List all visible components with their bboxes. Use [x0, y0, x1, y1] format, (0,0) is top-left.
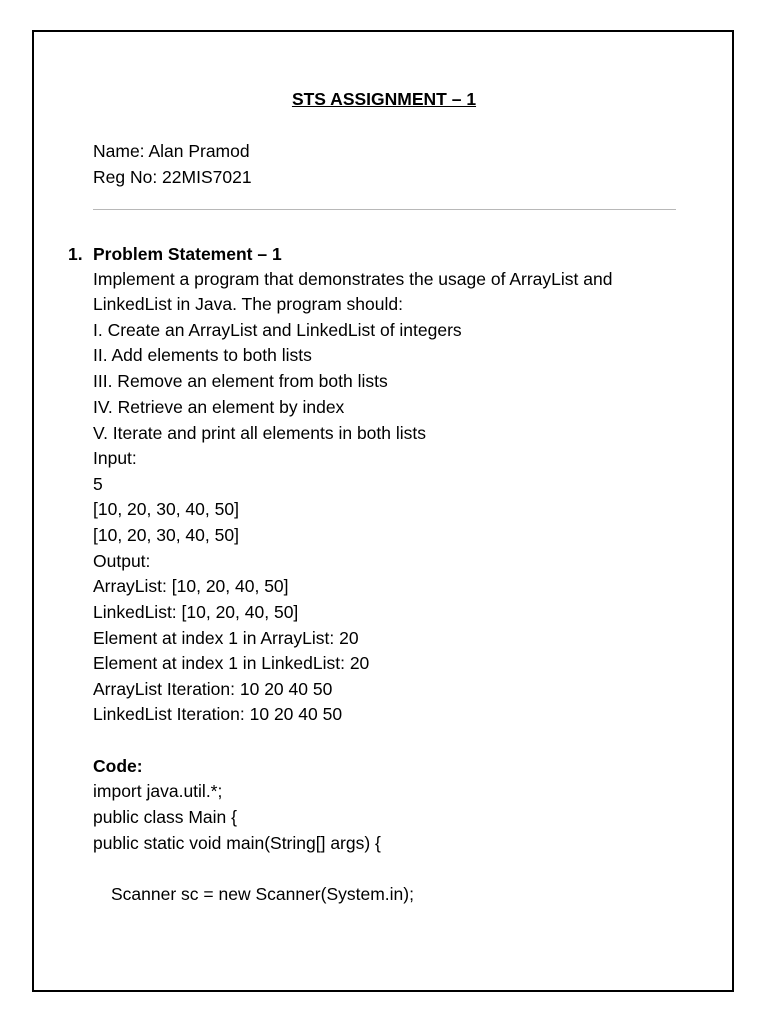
output-line: LinkedList Iteration: 10 20 40 50 [93, 704, 343, 724]
output-line: Element at index 1 in ArrayList: 20 [93, 628, 359, 648]
document-title: STS ASSIGNMENT – 1 [291, 89, 477, 109]
problem-line: IV. Retrieve an element by index [93, 397, 345, 417]
registration-number: Reg No: 22MIS7021 [93, 167, 252, 187]
input-line: [10, 20, 30, 40, 50] [93, 499, 239, 519]
problem-line: V. Iterate and print all elements in both lists [93, 423, 427, 443]
problem-line: III. Remove an element from both lists [93, 371, 388, 391]
problem-number: 1. [68, 244, 83, 264]
output-label: Output: [93, 551, 151, 571]
input-line: 5 [93, 474, 103, 494]
problem-line: Implement a program that demonstrates the usage of ArrayList and [93, 269, 613, 289]
header-divider [93, 209, 676, 210]
input-label: Input: [93, 448, 137, 468]
output-line: Element at index 1 in LinkedList: 20 [93, 653, 370, 673]
problem-line: LinkedList in Java. The program should: [93, 294, 403, 314]
code-line: public static void main(String[] args) { [93, 833, 381, 853]
code-line: import java.util.*; [93, 781, 223, 801]
code-line: public class Main { [93, 807, 237, 827]
output-line: LinkedList: [10, 20, 40, 50] [93, 602, 299, 622]
code-heading: Code: [93, 756, 143, 776]
student-name: Name: Alan Pramod [93, 141, 250, 161]
problem-line: II. Add elements to both lists [93, 345, 312, 365]
output-line: ArrayList: [10, 20, 40, 50] [93, 576, 289, 596]
problem-line: I. Create an ArrayList and LinkedList of integers [93, 320, 462, 340]
problem-heading: Problem Statement – 1 [93, 244, 282, 264]
output-line: ArrayList Iteration: 10 20 40 50 [93, 679, 333, 699]
input-line: [10, 20, 30, 40, 50] [93, 525, 239, 545]
code-line: Scanner sc = new Scanner(System.in); [111, 884, 414, 904]
